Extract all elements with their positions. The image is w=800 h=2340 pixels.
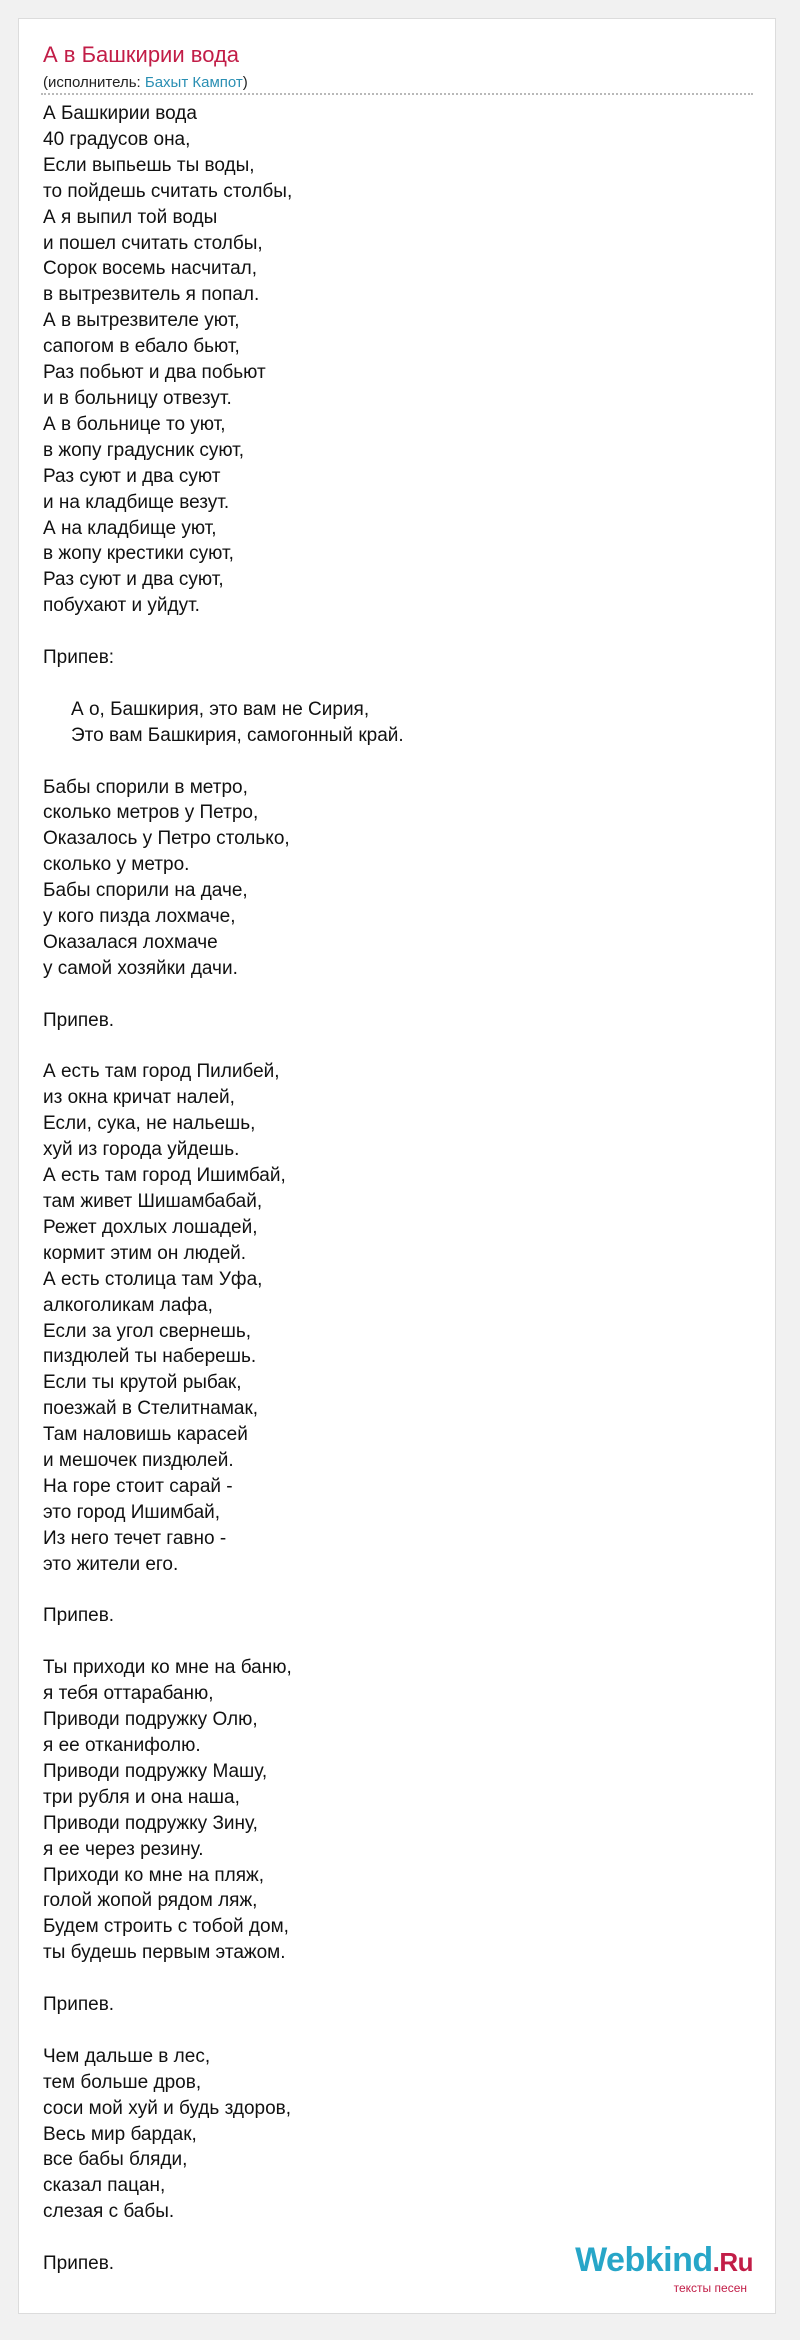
stanza-break [43, 619, 743, 645]
lyric-line: пиздюлей ты наберешь. [43, 1346, 257, 1368]
lyric-line: Раз побьют и два побьют [43, 362, 266, 384]
lyric-line: Приводи подружку Зину, [43, 1812, 258, 1834]
song-title: А в Башкирии вода [43, 42, 240, 67]
lyric-line: Там наловишь карасей [43, 1424, 248, 1446]
lyric-line: На горе стоит сарай - [43, 1475, 233, 1497]
lyric-line: все бабы бляди, [43, 2149, 188, 2171]
lyric-line: Если выпьешь ты воды, [43, 154, 255, 176]
artist-byline [43, 73, 248, 93]
logo-tagline: тексты песен [673, 2281, 747, 2295]
lyric-line: и в больницу отвезут. [43, 387, 232, 409]
lyric-line: Припев: [43, 647, 115, 669]
lyric-line: Это вам Башкирия, самогонный край. [71, 724, 404, 746]
byline-prefix: (исполнитель: [43, 74, 145, 91]
lyric-line: А в больнице то уют, [43, 413, 226, 435]
lyric-line: Приходи ко мне на пляж, [43, 1864, 265, 1886]
lyric-line: Приводи подружку Олю, [43, 1709, 258, 1731]
logo-tld: .Ru [712, 2247, 753, 2277]
dotted-divider [41, 93, 753, 95]
lyric-line: Бабы спорили на даче, [43, 880, 248, 902]
lyric-line: Припев. [43, 1994, 115, 2016]
lyrics-card [18, 18, 776, 2314]
stanza-break [43, 1034, 743, 1060]
lyric-line: 40 градусов она, [43, 128, 191, 150]
lyric-line: в жопу градусник суют, [43, 439, 245, 461]
lyric-line: Припев. [43, 1605, 115, 1627]
lyric-line: в вытрезвитель я попал. [43, 284, 260, 306]
lyric-line: Припев. [43, 2253, 115, 2275]
lyric-line: Припев. [43, 1009, 115, 1031]
stanza-break [43, 982, 743, 1008]
lyric-line: Если за угол свернешь, [43, 1320, 252, 1342]
lyric-line: Чем дальше в лес, [43, 2045, 211, 2067]
lyric-line: тем больше дров, [43, 2071, 202, 2093]
lyric-line: я тебя оттарабаню, [43, 1683, 214, 1705]
lyric-line: Сорок восемь насчитал, [43, 258, 258, 280]
lyric-line: голой жопой рядом ляж, [43, 1890, 258, 1912]
lyric-line: А в вытрезвителе уют, [43, 310, 240, 332]
stanza-break [43, 749, 743, 775]
lyric-line: Раз суют и два суют [43, 465, 221, 487]
site-logo[interactable] [575, 2243, 753, 2295]
lyric-line: и пошел считать столбы, [43, 232, 263, 254]
lyric-line: Бабы спорили в метро, [43, 776, 248, 798]
lyric-line: я ее через резину. [43, 1838, 204, 1860]
lyrics-text [43, 101, 743, 2277]
lyric-line: и мешочек пиздюлей. [43, 1450, 234, 1472]
lyric-line: Оказалось у Петро столько, [43, 828, 290, 850]
stanza-break [43, 671, 743, 697]
lyric-line: алкоголикам лафа, [43, 1294, 213, 1316]
lyric-line: ты будешь первым этажом. [43, 1942, 286, 1964]
lyric-line: Ты приходи ко мне на баню, [43, 1657, 292, 1679]
lyric-line: А есть там город Ишимбай, [43, 1165, 286, 1187]
lyric-line: три рубля и она наша, [43, 1786, 240, 1808]
lyric-line: сколько метров у Петро, [43, 802, 259, 824]
lyric-line: соси мой хуй и будь здоров, [43, 2097, 292, 2119]
lyric-line: Режет дохлых лошадей, [43, 1216, 258, 1238]
stanza-break [43, 2018, 743, 2044]
lyric-line: и на кладбище везут. [43, 491, 230, 513]
lyric-line: хуй из города уйдешь. [43, 1139, 240, 1161]
lyric-line: Весь мир бардак, [43, 2123, 197, 2145]
lyric-line: в жопу крестики суют, [43, 543, 234, 565]
lyric-line: там живет Шишамбабай, [43, 1190, 263, 1212]
lyric-line: Из него течет гавно - [43, 1527, 227, 1549]
lyric-line: сапогом в ебало бьют, [43, 336, 240, 358]
lyric-line: Если, сука, не нальешь, [43, 1113, 256, 1135]
lyric-line: А Башкирии вода [43, 103, 197, 124]
lyric-line: это жители его. [43, 1553, 179, 1575]
lyric-line: Если ты крутой рыбак, [43, 1372, 242, 1394]
lyric-line: то пойдешь считать столбы, [43, 180, 293, 202]
lyric-line: А есть столица там Уфа, [43, 1268, 263, 1290]
lyric-line: это город Ишимбай, [43, 1501, 221, 1523]
lyric-line: из окна кричат налей, [43, 1087, 235, 1109]
lyric-line: я ее отканифолю. [43, 1734, 201, 1756]
lyric-line: А есть там город Пилибей, [43, 1061, 280, 1083]
lyric-line: слезая с бабы. [43, 2201, 175, 2223]
lyric-line: кормит этим он людей. [43, 1242, 247, 1264]
lyric-line: у самой хозяйки дачи. [43, 957, 238, 979]
byline-suffix: ) [242, 74, 248, 91]
stanza-break [43, 1966, 743, 1992]
lyric-line: А я выпил той воды [43, 206, 218, 228]
stanza-break [43, 1629, 743, 1655]
lyric-line: сколько у метро. [43, 854, 190, 876]
lyric-line: Оказалася лохмаче [43, 931, 218, 953]
logo-name: Webkind [575, 2241, 713, 2279]
lyric-line: побухают и уйдут. [43, 595, 200, 617]
logo-wordmark [575, 2243, 753, 2279]
lyric-line: сказал пацан, [43, 2175, 166, 2197]
lyric-line: у кого пизда лохмаче, [43, 906, 236, 928]
lyric-line: Будем строить с тобой дом, [43, 1916, 289, 1938]
lyric-line: А на кладбище уют, [43, 517, 217, 539]
lyric-line: Приводи подружку Машу, [43, 1760, 268, 1782]
artist-link[interactable]: Бахыт Кампот [144, 74, 243, 91]
stanza-break [43, 1578, 743, 1604]
lyric-line: поезжай в Стелитнамак, [43, 1398, 259, 1420]
lyric-line: А о, Башкирия, это вам не Сирия, [71, 698, 370, 720]
lyric-line: Раз суют и два суют, [43, 569, 224, 591]
